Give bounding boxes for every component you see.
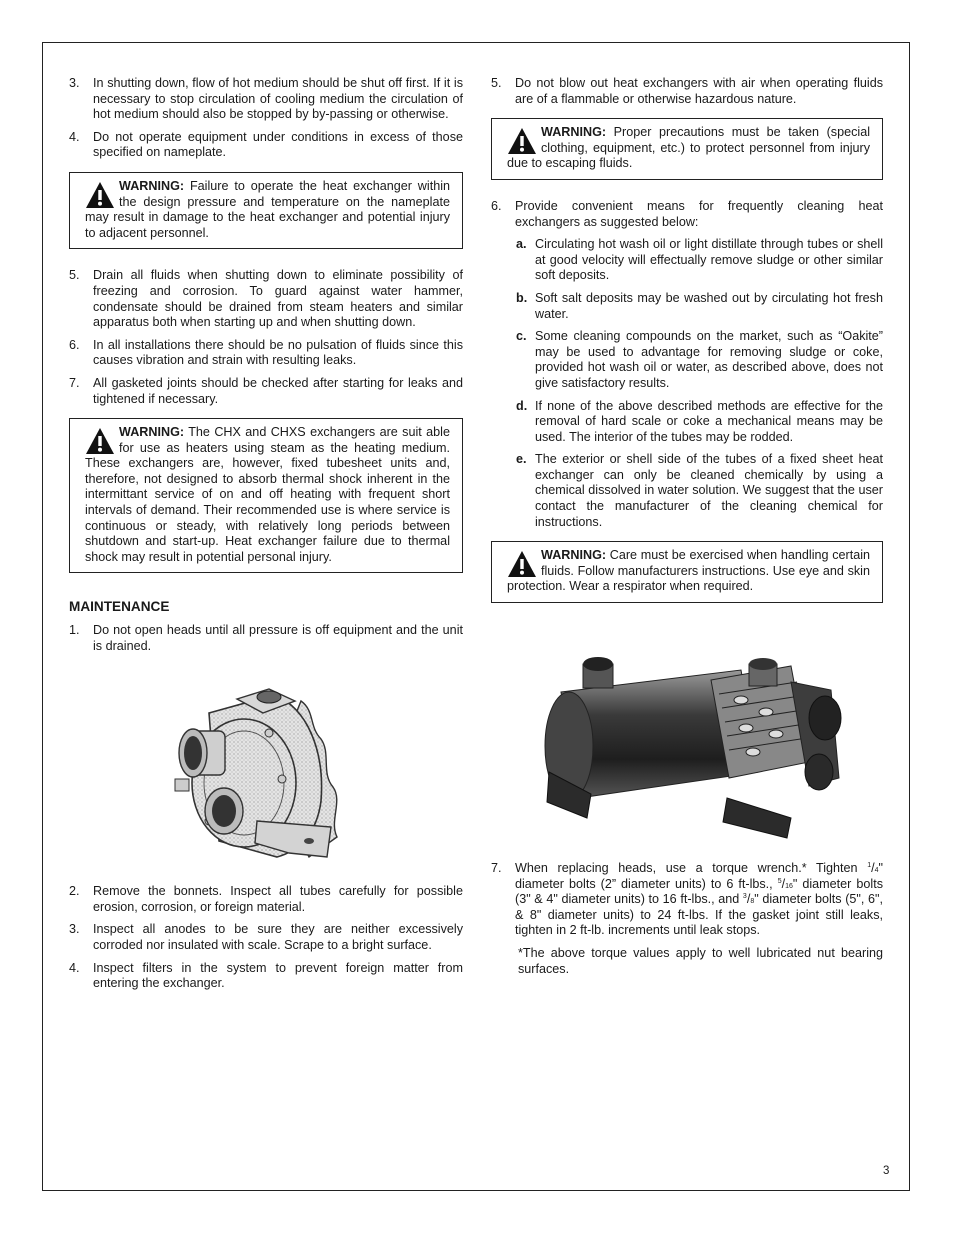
sub-list-item: e. The exterior or shell side of the tubes of a fixed sheet heat exchanger can only be cleaned chemically by using a chemical dissolved in water solution. We suggest that the user contact the manufacturer of the cleaning chemical for instructions. — [516, 452, 883, 529]
warning-box — [491, 118, 883, 180]
list-item-text: In shutting down, flow of hot medium should be shut off first. If it is necessary to stop circulation of cooling medium the circulation of hot medium should also be stopped by by-passing or otherwise. — [93, 76, 463, 122]
sub-list-item: d. If none of the above described methods are effective for the removal of hard scale or coke a mechanical means may be used. The interior of the tubes may be rodded. — [516, 398, 883, 444]
warning-triangle-icon — [507, 127, 537, 155]
list-item: 5. Drain all fluids when shutting down to eliminate possibility of freezing and corrosion. To guard against water hammer, condensate should be drained from steam heaters and similar apparatus both when starting up and when shutting down. — [69, 268, 463, 330]
list-item: 6. In all installations there should be no pulsation of fluids since this causes vibration and strain with resulting leaks. — [69, 337, 463, 368]
list-item-text: In all installations there should be no pulsation of fluids since this causes vibration and strain with resulting leaks. — [93, 337, 463, 368]
cleaning-methods-list — [491, 237, 883, 530]
sub-list-item: c. Some cleaning compounds on the market, such as “Oakite” may be used to advantage for removing sludge or coke, provided hot wash oil or water, as described above, does not give satisfactory results. — [516, 329, 883, 390]
warning-triangle-icon — [85, 181, 115, 209]
torque-footnote: *The above torque values apply to well lubricated nut bearing surfaces. — [518, 946, 883, 976]
warning-label: WARNING: — [541, 125, 607, 140]
right-column — [491, 76, 883, 977]
warning-text: Care must be exercised when handling certain fluids. Follow manufacturers instructions. Use eye and skin protection. Wear a respirator when required. — [507, 548, 870, 594]
list-item-text: Provide convenient means for frequently cleaning heat exchangers as suggested below: — [515, 198, 883, 229]
section-title-maintenance: MAINTENANCE — [69, 599, 170, 615]
warning-box — [69, 172, 463, 249]
list-item: 3. Inspect all anodes to be sure they are neither excessively corroded nor insulated with scale. Scrape to a bright surface. — [69, 922, 463, 952]
warning-text: The CHX and CHXS exchangers are suit able for use as heaters using steam as the heating medium. These exchangers are, however, fixed tubesheet units and, therefore, not designed to absorb thermal shock inherent in the intermittant service of on and off heating with frequent short intervals of demand. Their recommended use is where service is continuous or steady, with relatively long periods between shutdown and start-up. Heat exchanger failure due to thermal shock may result in potential personal injury. — [85, 425, 450, 564]
list-item: 2. Remove the bonnets. Inspect all tubes carefully for possible erosion, corrosion, or foreign material. — [69, 884, 463, 914]
warning-triangle-icon — [507, 550, 537, 578]
warning-text: Proper precautions must be taken (special clothing, equipment, etc.) to protect personnel from injury due to escaping fluids. — [507, 125, 871, 171]
list-item-text: Do not open heads until all pressure is off equipment and the unit is drained. — [93, 623, 463, 653]
list-item-text: Drain all fluids when shutting down to eliminate possibility of freezing and corrosion. To guard against water hammer, condensate should be drained from steam heaters and similar apparatus both when starting up and when shutting down. — [93, 268, 463, 330]
warning-box — [69, 418, 463, 573]
warning-label: WARNING: — [541, 548, 607, 563]
warning-label: WARNING: — [119, 425, 185, 440]
list-item-text: All gasketed joints should be checked after starting for leaks and tightened if necessary. — [93, 375, 463, 406]
list-item-text: Do not blow out heat exchangers with air when operating fluids are of a flammable or otherwise hazardous nature. — [515, 76, 883, 106]
list-item-text: When replacing heads, use a torque wrench.* Tighten $^1$/4" diameter bolts (2” diameter units) to 6 ft-lbs., $^5$/16" diameter bolts (3" & 4" diameter units) to 16 ft-lbs., and $^3$/8" diameter bolts (5", 6", & 8" diameter units) to 24 ft-lbs. If the gasket joint still leaks, tighten in 2 ft-lb. increments until leak stops. — [515, 861, 883, 938]
warning-triangle-icon — [85, 427, 115, 455]
list-item: 7. When replacing heads, use a torque wrench.* Tighten $^1$/4" diameter bolts (2” diameter units) to 6 ft-lbs., $^5$/16" diameter bolts (3" & 4" diameter units) to 16 ft-lbs., and $^3$/8" diameter bolts (5", 6", & 8" diameter units) to 24 ft-lbs. If the gasket joint still leaks, tighten in 2 ft-lb. increments until leak stops. — [491, 861, 883, 938]
list-item: 1. Do not open heads until all pressure is off equipment and the unit is drained. — [69, 623, 463, 653]
heat-exchanger-head-illustration — [69, 661, 463, 876]
warning-box — [491, 541, 883, 603]
left-column — [69, 76, 463, 999]
list-item: 7. All gasketed joints should be checked after starting for leaks and tightened if necessary. — [69, 375, 463, 406]
list-item-text: Remove the bonnets. Inspect all tubes carefully for possible erosion, corrosion, or foreign material. — [93, 884, 463, 914]
list-item: 4. Inspect filters in the system to prevent foreign matter from entering the exchanger. — [69, 960, 463, 991]
list-item: 4. Do not operate equipment under conditions in excess of those specified on nameplate. — [69, 129, 463, 160]
heat-exchanger-cutaway-illustration — [491, 622, 883, 857]
list-item-text: Inspect all anodes to be sure they are neither excessively corroded nor insulated with scale. Scrape to a bright surface. — [93, 922, 463, 952]
list-item: 6. Provide convenient means for frequently cleaning heat exchangers as suggested below: — [491, 198, 883, 229]
list-item-text: Do not operate equipment under conditions in excess of those specified on nameplate. — [93, 129, 463, 160]
list-item-text: Inspect filters in the system to prevent foreign matter from entering the exchanger. — [93, 960, 463, 991]
page-number: 3 — [883, 1165, 890, 1177]
sub-list-item: b. Soft salt deposits may be washed out by circulating hot fresh water. — [516, 290, 883, 321]
warning-label: WARNING: — [119, 178, 185, 193]
warning-text: Failure to operate the heat exchanger within the design pressure and temperature on the nameplate may result in damage to the heat exchanger and potential injury to adjacent personnel. — [85, 178, 451, 240]
list-item: 5. Do not blow out heat exchangers with air when operating fluids are of a flammable or otherwise hazardous nature. — [491, 76, 883, 106]
list-item: 3. In shutting down, flow of hot medium should be shut off first. If it is necessary to stop circulation of cooling medium the circulation of hot medium should also be stopped by by-passing or otherwise. — [69, 76, 463, 122]
sub-list-item: a. Circulating hot wash oil or light distillate through tubes or shell at good velocity will effectually remove sludge or other similar soft deposits. — [516, 237, 883, 283]
